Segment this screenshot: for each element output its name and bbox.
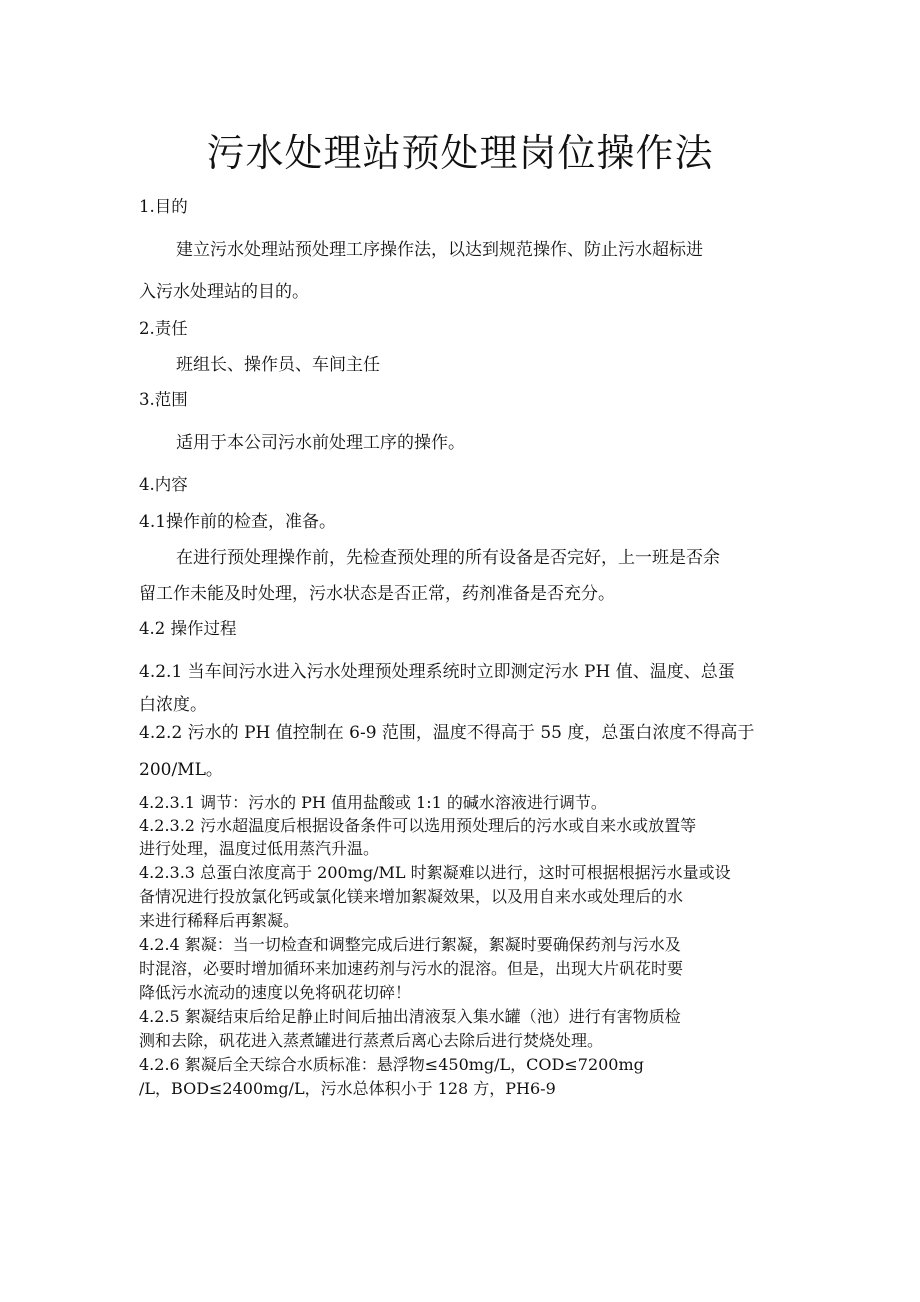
responsibility-text: 班组长、操作员、车间主任 [176,355,380,375]
section-heading-content: 4.内容 [139,475,188,494]
item-4-2-4-line-3: 降低污水流动的速度以免将矾花切碎！ [139,983,412,1002]
item-4-2-3-2-line-2: 进行处理，温度过低用蒸汽升温。 [139,839,380,858]
item-4-2-4-line-1: 4.2.4 絮凝：当一切检查和调整完成后进行絮凝，絮凝时要确保药剂与污水及 [139,935,681,954]
item-4-2-3-2-line-1: 4.2.3.2 污水超温度后根据设备条件可以选用预处理后的污水或自来水或放置等 [139,816,697,835]
purpose-text-line-2: 入污水处理站的目的。 [139,282,309,302]
subsection-heading-4-1: 4.1操作前的检查，准备。 [139,512,337,532]
check-text-line-1: 在进行预处理操作前，先检查预处理的所有设备是否完好，上一班是否余 [176,548,720,568]
item-4-2-3-1: 4.2.3.1 调节：污水的 PH 值用盐酸或 1:1 的碱水溶液进行调节。 [139,793,607,812]
item-4-2-3-3-line-3: 来进行稀释后再絮凝。 [139,911,300,930]
scope-text: 适用于本公司污水前处理工序的操作。 [176,433,465,453]
item-4-2-2-line-1: 4.2.2 污水的 PH 值控制在 6-9 范围，温度不得高于 55 度，总蛋白浓度不得高于 [139,723,755,743]
item-4-2-4-line-2: 时混溶，必要时增加循环来加速药剂与污水的混溶。但是，出现大片矾花时要 [139,959,684,978]
item-4-2-5-line-1: 4.2.5 絮凝结束后给足静止时间后抽出清液泵入集水罐（池）进行有害物质检 [139,1007,681,1026]
item-4-2-5-line-2: 测和去除，矾花进入蒸煮罐进行蒸煮后离心去除后进行焚烧处理。 [139,1031,604,1050]
item-4-2-2-line-2: 200/ML。 [139,760,223,780]
check-text-line-2: 留工作未能及时处理，污水状态是否正常，药剂准备是否充分。 [139,584,615,604]
section-heading-purpose: 1.目的 [139,197,188,216]
item-4-2-1-line-2: 白浓度。 [139,695,207,715]
section-heading-scope: 3.范围 [139,390,188,409]
item-4-2-6-line-1: 4.2.6 絮凝后全天综合水质标准：悬浮物≤450mg/L，COD≤7200mg [139,1055,644,1074]
item-4-2-1-line-1: 4.2.1 当车间污水进入污水处理预处理系统时立即测定污水 PH 值、温度、总蛋 [139,662,735,682]
subsection-heading-4-2: 4.2 操作过程 [139,619,237,638]
item-4-2-3-3-line-2: 备情况进行投放氯化钙或氯化镁来增加絮凝效果，以及用自来水或处理后的水 [139,887,684,906]
purpose-text-line-1: 建立污水处理站预处理工序操作法，以达到规范操作、防止污水超标进 [176,240,703,260]
page-title: 污水处理站预处理岗位操作法 [206,131,714,175]
item-4-2-3-3-line-1: 4.2.3.3 总蛋白浓度高于 200mg/ML 时絮凝难以进行，这时可根据根据污水量或设 [139,863,731,882]
section-heading-responsibility: 2.责任 [139,319,188,338]
item-4-2-6-line-2: /L，BOD≤2400mg/L，污水总体积小于 128 方，PH6-9 [139,1079,556,1098]
